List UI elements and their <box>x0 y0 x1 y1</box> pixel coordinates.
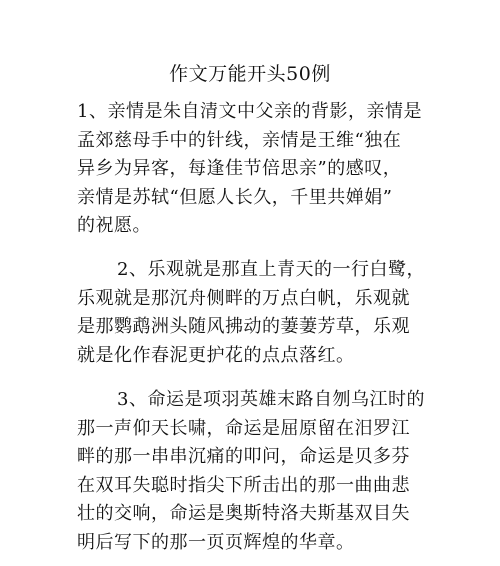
paragraph-line: 乐观就是那沉舟侧畔的万点白帆，乐观就 <box>77 287 410 309</box>
paragraph-line: 3、命运是项羽英雄末路自刎乌江时的 <box>117 389 425 410</box>
paragraph-1 <box>77 98 427 241</box>
paragraph-line: 亲情是苏轼“但愿人长久，千里共婵娟” <box>77 186 393 208</box>
paragraph-line: 那一声仰天长啸，命运是屈原留在汨罗江 <box>77 417 410 439</box>
document-title: 作文万能开头50例 <box>169 63 331 85</box>
paragraph-line: 明后写下的那一页页辉煌的华章。 <box>77 531 355 553</box>
paragraph-line: 的祝愿。 <box>77 215 151 236</box>
paragraph-line: 就是化作春泥更护花的点点落红。 <box>77 344 355 366</box>
paragraph-line: 畔的那一串串沉痛的叩问，命运是贝多芬 <box>77 446 410 467</box>
paragraph-3 <box>77 386 427 557</box>
paragraph-line: 在双耳失聪时指尖下所击出的那一曲曲悲 <box>77 474 410 496</box>
paragraph-line: 2、乐观就是那直上青天的一行白鹭， <box>117 259 425 280</box>
paragraph-line: 壮的交响，命运是奥斯特洛夫斯基双目失 <box>77 503 410 524</box>
paragraph-line: 1、亲情是朱自清文中父亲的背影，亲情是 <box>77 101 422 122</box>
paragraph-line: 孟郊慈母手中的针线，亲情是王维“独在 <box>77 129 402 151</box>
paragraph-line: 是那鹦鹉洲头随风拂动的萋萋芳草，乐观 <box>77 316 410 337</box>
paragraph-2 <box>77 256 427 370</box>
paragraph-line: 异乡为异客，每逢佳节倍思亲”的感叹， <box>77 158 402 179</box>
